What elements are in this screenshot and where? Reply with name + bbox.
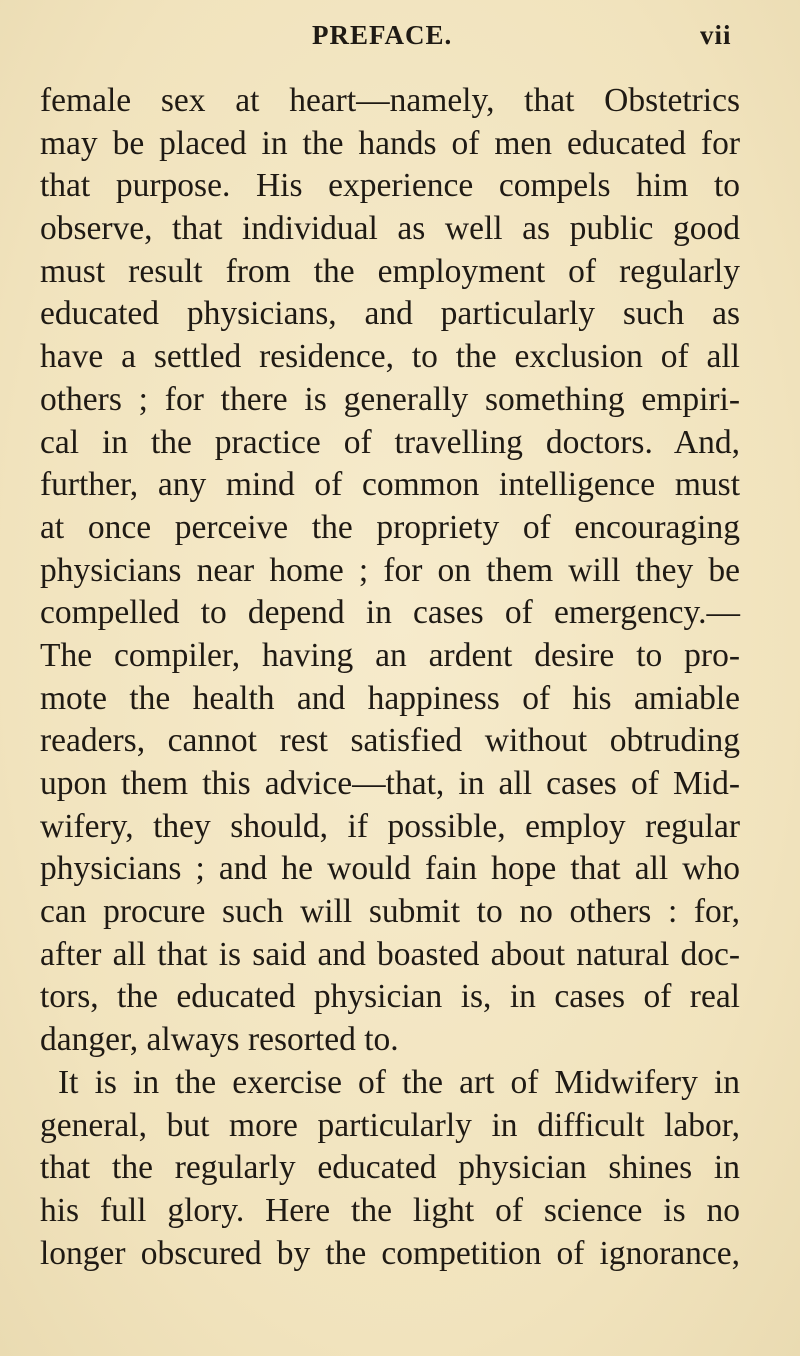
text-line: others ; for there is generally something empiri- xyxy=(40,380,740,418)
paragraph-start-line: It is in the exercise of the art of Midwifery in xyxy=(58,1063,740,1101)
text-line: wifery, they should, if possible, employ regular xyxy=(40,807,740,845)
text-line: educated physicians, and particularly such as xyxy=(40,295,740,333)
text-line: general, but more particularly in difficult labor, xyxy=(40,1106,740,1144)
text-line: must result from the employment of regularly xyxy=(40,252,740,290)
text-line: have a settled residence, to the exclusion of all xyxy=(40,338,740,376)
text-line: tors, the educated physician is, in cases of real xyxy=(40,978,740,1016)
text-line: upon them this advice—that, in all cases of Mid- xyxy=(40,765,740,802)
text-line: longer obscured by the competition of ignorance, xyxy=(40,1234,740,1272)
text-line: may be placed in the hands of men educated for xyxy=(40,124,740,162)
text-line: The compiler, having an ardent desire to pro- xyxy=(40,636,740,674)
running-head xyxy=(0,20,800,60)
text-line: at once perceive the propriety of encouraging xyxy=(40,508,740,546)
text-line: readers, cannot rest satisfied without obtruding xyxy=(40,722,740,760)
text-line: his full glory. Here the light of science is no xyxy=(40,1191,740,1229)
text-line: cal in the practice of travelling doctors. And, xyxy=(40,423,740,461)
text-line: physicians ; and he would fain hope that all who xyxy=(40,850,740,888)
text-line: can procure such will submit to no others : for, xyxy=(40,893,740,931)
text-line: mote the health and happiness of his amiable xyxy=(40,679,740,717)
running-head-title: PREFACE. xyxy=(312,20,453,50)
text-line: observe, that individual as well as public good xyxy=(40,210,740,248)
text-line: after all that is said and boasted about natural doc- xyxy=(40,935,740,973)
text-line: compelled to depend in cases of emergency.— xyxy=(40,594,740,632)
text-line: further, any mind of common intelligence must xyxy=(40,466,740,504)
text-line: physicians near home ; for on them will they be xyxy=(40,551,740,589)
paragraph-end-line: danger, always resorted to. xyxy=(40,1021,399,1059)
page-number: vii xyxy=(700,20,732,50)
text-line: that the regularly educated physician shines in xyxy=(40,1149,740,1187)
body-text xyxy=(40,80,740,1275)
text-line: female sex at heart—namely, that Obstetrics xyxy=(40,82,740,119)
text-line: that purpose. His experience compels him to xyxy=(40,167,740,205)
